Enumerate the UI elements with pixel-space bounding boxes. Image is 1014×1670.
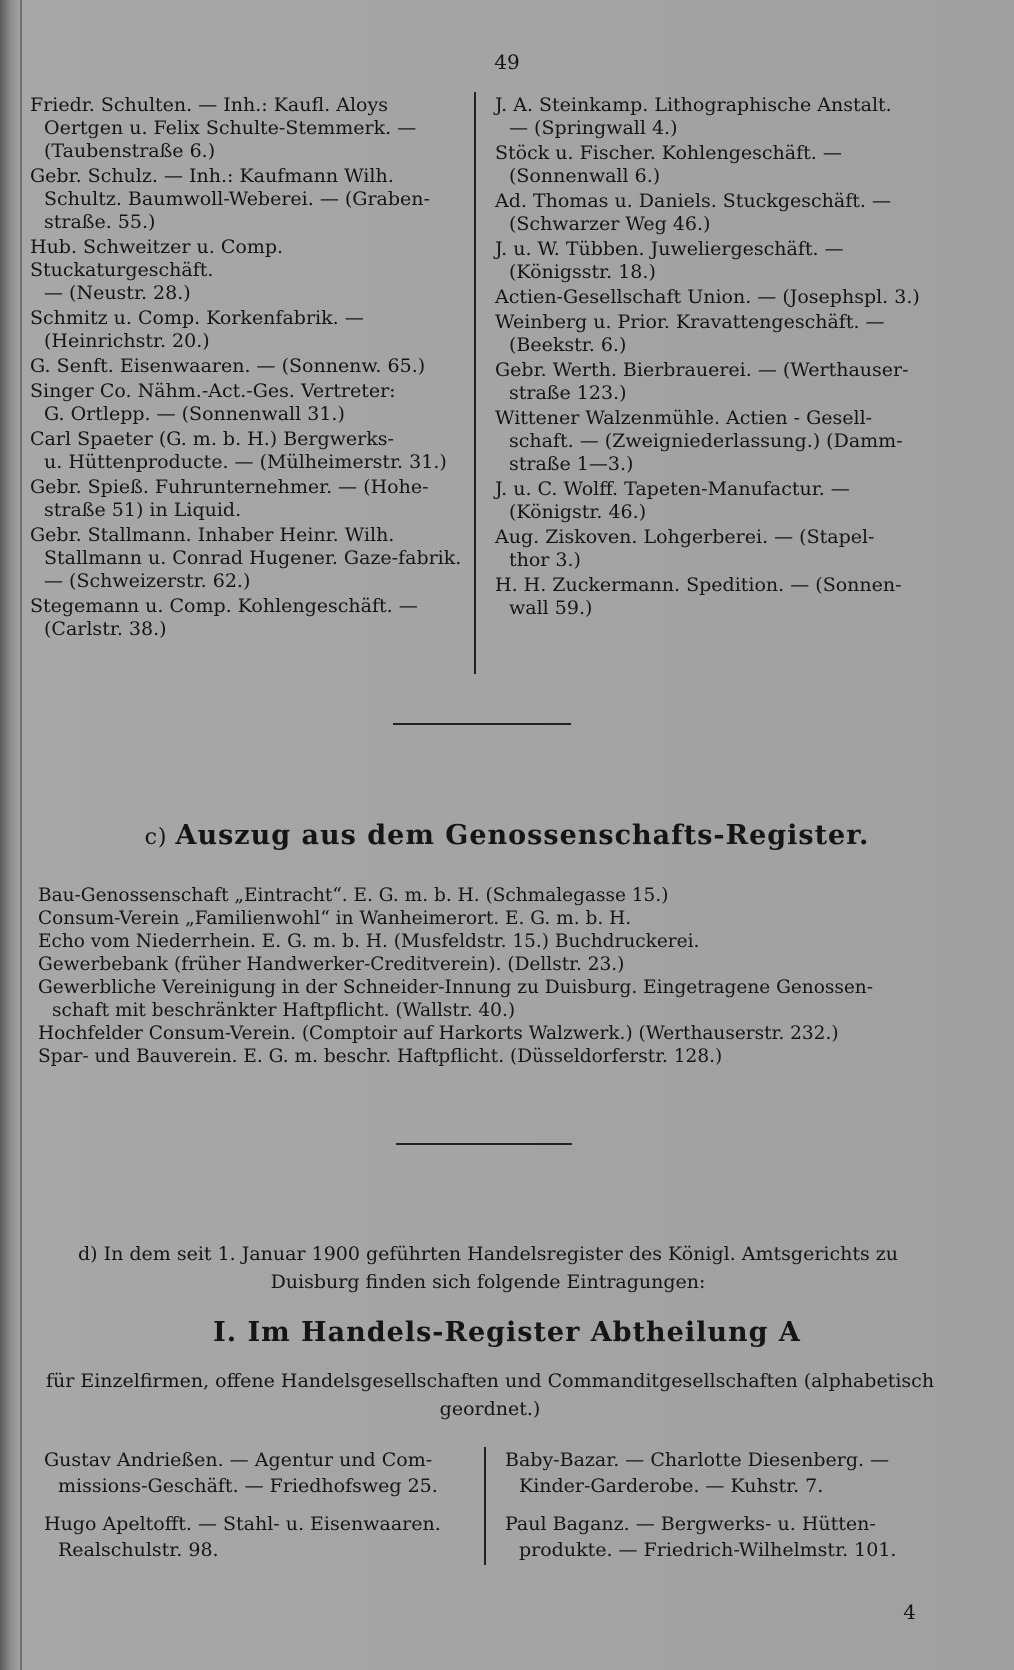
list-item: Hub. Schweitzer u. Comp. Stuckaturgeschäft. — (Neustr. 28.) <box>30 236 284 304</box>
section-c-prefix: c) <box>144 825 168 850</box>
list-item: Singer Co. Nähm.-Act.-Ges. Vertreter: G. Ortlepp. — (Sonnenwall 31.) <box>30 380 396 425</box>
list-item: Gebr. Werth. Bierbrauerei. — (Werthauser- straße 123.) <box>495 359 909 404</box>
subheading-line: geordnet.) <box>439 1398 541 1420</box>
list-item: Weinberg u. Prior. Kravattengeschäft. — (Beekstr. 6.) <box>495 311 885 356</box>
top-left-column <box>30 94 462 643</box>
list-item: Ad. Thomas u. Daniels. Stuckgeschäft. — (Schwarzer Weg 46.) <box>495 190 891 235</box>
list-item: Echo vom Niederrhein. E. G. m. b. H. (Musfeldstr. 15.) Buchdruckerei. <box>38 931 700 952</box>
section-d-intro <box>38 1240 938 1296</box>
list-item: Schmitz u. Comp. Korkenfabrik. — (Heinrichstr. 20.) <box>30 307 364 352</box>
section-divider <box>396 1143 572 1145</box>
list-item: H. H. Zuckermann. Spedition. — (Sonnen- wall 59.) <box>495 574 902 619</box>
list-item: Gewerbebank (früher Handwerker-Creditverein). (Dellstr. 23.) <box>38 954 625 975</box>
list-item: Gewerbliche Vereinigung in der Schneider-Innung zu Duisburg. Eingetragene Genossen- <box>38 977 873 998</box>
column-divider <box>484 1447 486 1565</box>
section-c-heading <box>0 820 1014 851</box>
list-item: Gebr. Spieß. Fuhrunternehmer. — (Hohe- straße 51) in Liquid. <box>30 476 429 521</box>
intro-line: Duisburg finden sich folgende Eintragungen: <box>270 1271 706 1293</box>
list-item: Stegemann u. Comp. Kohlengeschäft. — (Carlstr. 38.) <box>30 595 418 640</box>
list-item: Gebr. Schulz. — Inh.: Kaufmann Wilh. Schultz. Baumwoll-Weberei. — (Graben-straße. 55.) <box>30 165 430 233</box>
signature-number: 4 <box>903 1600 916 1624</box>
column-divider <box>474 92 476 674</box>
list-item: Stöck u. Fischer. Kohlengeschäft. — (Sonnenwall 6.) <box>495 142 842 187</box>
register-heading: I. Im Handels-Register Abtheilung A <box>213 1317 801 1348</box>
section-divider <box>393 723 571 725</box>
list-item: Friedr. Schulten. — Inh.: Kaufl. Aloys Oertgen u. Felix Schulte-Stemmerk. — (Taubenstraße 6.) <box>30 94 417 162</box>
list-item: J. u. W. Tübben. Juweliergeschäft. — (Königsstr. 18.) <box>495 238 844 283</box>
list-item: Wittener Walzenmühle. Actien - Gesell- schaft. — (Zweigniederlassung.) (Damm-straße 1—3.) <box>495 407 903 475</box>
list-item: J. A. Steinkamp. Lithographische Anstalt. — (Springwall 4.) <box>495 94 892 139</box>
list-item: Aug. Ziskoven. Lohgerberei. — (Stapel- thor 3.) <box>495 526 875 571</box>
subheading-line: für Einzelfirmen, offene Handelsgesellschaften und Commanditgesellschaften (alphabetisch <box>45 1370 935 1392</box>
list-item: Hochfelder Consum-Verein. (Comptoir auf Harkorts Walzwerk.) (Werthauserstr. 232.) <box>38 1023 839 1044</box>
list-item: Baby-Bazar. — Charlotte Diesenberg. — Kinder-Garderobe. — Kuhstr. 7. <box>505 1449 890 1497</box>
intro-line: d) In dem seit 1. Januar 1900 geführten Handelsregister des Königl. Amtsgerichts zu <box>77 1243 899 1265</box>
list-item: Gebr. Stallmann. Inhaber Heinr. Wilh. Stallmann u. Conrad Hugener. Gaze-fabrik. — (Schweizerstr. 62.) <box>30 524 462 592</box>
list-item: G. Senft. Eisenwaaren. — (Sonnenw. 65.) <box>30 355 426 377</box>
register-subheading <box>40 1367 940 1423</box>
page-number: 49 <box>494 50 520 74</box>
list-item: Spar- und Bauverein. E. G. m. beschr. Haftpflicht. (Düsseldorferstr. 128.) <box>38 1046 723 1067</box>
bottom-left-column <box>44 1447 469 1575</box>
list-item: Actien-Gesellschaft Union. — (Josephspl. 3.) <box>495 286 920 308</box>
list-item: Gustav Andrießen. — Agentur und Com- missions-Geschäft. — Friedhofsweg 25. <box>44 1449 438 1497</box>
list-item: Consum-Verein „Familienwohl“ in Wanheimerort. E. G. m. b. H. <box>38 908 632 929</box>
genossenschaft-list <box>38 884 938 1068</box>
section-c-title: Auszug aus dem Genossenschafts-Register. <box>175 820 870 851</box>
top-right-column <box>495 94 925 622</box>
list-item: J. u. C. Wolff. Tapeten-Manufactur. — (Königstr. 46.) <box>495 478 850 523</box>
list-item: Paul Baganz. — Bergwerks- u. Hütten- produkte. — Friedrich-Wilhelmstr. 101. <box>505 1513 897 1561</box>
list-item-continuation: schaft mit beschränkter Haftpflicht. (Wallstr. 40.) <box>52 1000 516 1021</box>
list-item: Bau-Genossenschaft „Eintracht“. E. G. m. b. H. (Schmalegasse 15.) <box>38 885 669 906</box>
list-item: Carl Spaeter (G. m. b. H.) Bergwerks- u. Hüttenproducte. — (Mülheimerstr. 31.) <box>30 428 447 473</box>
bottom-right-column <box>505 1447 925 1575</box>
list-item: Hugo Apeltofft. — Stahl- u. Eisenwaaren. Realschulstr. 98. <box>44 1513 441 1561</box>
